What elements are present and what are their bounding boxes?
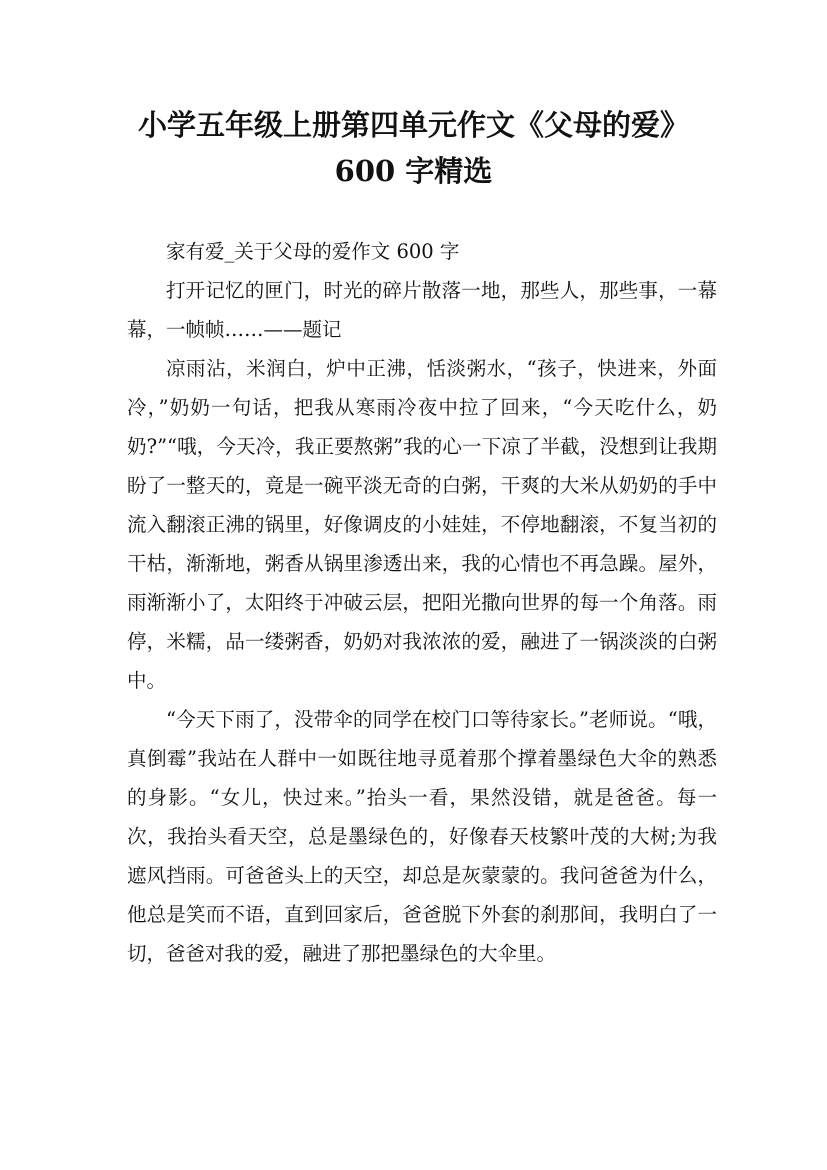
paragraph-dad-umbrella: “今天下雨了，没带伞的同学在校门口等待家长。”老师说。“哦，真倒霉”我站在人群中一如既往地寻觅着那个撑着墨绿色大伞的熟悉的身影。“女儿，快过来。”抬头一看，果然没错，就是爸爸。每一次，我抬头看天空，总是墨绿色的，好像春天枝繁叶茂的大树;为我遮风挡雨。可爸爸头上的天空，却总是灰蒙蒙的。我问爸爸为什么，他总是笑而不语，直到回家后，爸爸脱下外套的刹那间，我明白了一切，爸爸对我的爱，融进了那把墨绿色的大伞里。: [127, 708, 717, 965]
document-title-line-1: 小学五年级上册第四单元作文《父母的爱》: [137, 108, 689, 142]
paragraph-epigraph: 打开记忆的匣门，时光的碎片散落一地，那些人，那些事，一幕幕，一帧帧……——题记: [127, 279, 717, 341]
document-title-line-2: 600 字精选: [334, 154, 493, 188]
document-body: [127, 232, 717, 973]
essay-subtitle: 家有爱_关于父母的爱作文 600 字: [166, 240, 460, 263]
paragraph-grandma-porridge: 凉雨沾，米润白，炉中正沸，恬淡粥水，“孩子，快进来，外面冷，”奶奶一句话，把我从寒雨冷夜中拉了回来，“今天吃什么，奶奶?”“哦，今天冷，我正要熬粥”我的心一下凉了半截，没想到让我期盼了一整天的，竟是一碗平淡无奇的白粥，干爽的大米从奶奶的手中流入翻滚正沸的锅里，好像调皮的小娃娃，不停地翻滚，不复当初的干枯，渐渐地，粥香从锅里渗透出来，我的心情也不再急躁。屋外，雨渐渐小了，太阳终于冲破云层，把阳光撒向世界的每一个角落。雨停，米糯，品一缕粥香，奶奶对我浓浓的爱，融进了一锅淡淡的白粥中。: [127, 357, 717, 692]
